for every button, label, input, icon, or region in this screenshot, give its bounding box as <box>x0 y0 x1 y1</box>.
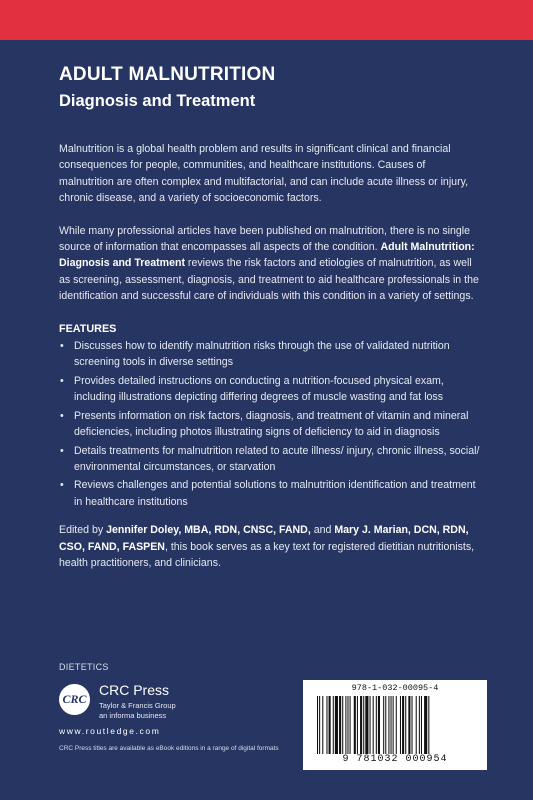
publisher-logo <box>59 682 279 732</box>
publisher-parent: an informa business <box>99 711 167 720</box>
editors-paragraph: Edited by Jennifer Doley, MBA, RDN, CNSC, FAND, and Mary J. Marian, DCN, RDN, CSO, FAND, FASPEN, this book serves as a key text for registered dietitian nutritionists, health practitioners, and clinicians. <box>59 524 475 569</box>
barcode-bar <box>350 696 351 754</box>
barcode-bar <box>428 696 429 754</box>
publisher-group: Taylor & Francis Group <box>99 701 176 710</box>
intro-paragraph: Malnutrition is a global health problem and results in significant clinical and financial consequences for people, communities, and healthcare institutions. Causes of malnutrition are often complex and multifactorial, and can include acute illness or injury, chronic disease, and a variety of socioeconomic factors. <box>59 143 469 205</box>
barcode-bar <box>419 696 420 754</box>
barcode-bar <box>319 696 320 754</box>
barcode-bar <box>345 696 346 754</box>
publisher-url: www.routledge.com <box>59 726 161 736</box>
book-title-inline: Adult Malnutrition: Diagnosis and Treatment <box>59 241 475 270</box>
feature-item: • Reviews challenges and potential solutions to malnutrition identification and treatment in healthcare institutions <box>60 479 476 508</box>
bullet-icon: • <box>60 340 64 353</box>
barcode-bar <box>357 696 358 754</box>
editor-name: Jennifer Doley, MBA, RDN, CNSC, FAND, <box>106 524 311 537</box>
barcode-bar <box>347 696 348 754</box>
barcode-bar <box>424 696 427 754</box>
barcode-bar <box>354 696 356 754</box>
bullet-icon: • <box>60 479 64 492</box>
barcode-bar <box>421 696 422 754</box>
isbn-top-text: 978-1-032-00095-4 <box>351 683 439 693</box>
crc-logo-icon: CRC <box>59 684 90 715</box>
feature-item: • Details treatments for malnutrition related to acute illness/ injury, chronic illness, social/ environmental circumstances, or starvation <box>60 444 480 473</box>
barcode-bar <box>391 696 392 754</box>
barcode-bar <box>370 696 371 754</box>
barcode-image <box>317 696 473 754</box>
editor-name: Mary J. Marian, DCN, RDN, CSO, FAND, FASPEN <box>59 524 469 553</box>
barcode-bar <box>402 696 404 754</box>
book-title: ADULT MALNUTRITION <box>59 64 276 85</box>
bullet-icon: • <box>60 409 64 422</box>
barcode-bar <box>363 696 364 754</box>
isbn-bottom-text: 9 781032 000954 <box>342 754 448 765</box>
barcode-bar <box>376 696 377 754</box>
isbn-barcode <box>303 680 487 770</box>
barcode-bar <box>412 696 413 754</box>
feature-item: • Presents information on risk factors, diagnosis, and treatment of vitamin and mineral deficiencies, including photos illustrating signs of deficiency to aid in diagnosis <box>60 409 469 439</box>
barcode-bar <box>326 696 327 754</box>
features-list <box>59 338 481 510</box>
bullet-icon: • <box>60 444 64 457</box>
category-label: DIETETICS <box>59 662 109 672</box>
publisher-name: CRC Press <box>99 682 170 698</box>
barcode-bar <box>383 696 384 754</box>
book-subtitle: Diagnosis and Treatment <box>59 92 256 110</box>
barcode-bar <box>378 696 380 754</box>
feature-item: • Discusses how to identify malnutrition risks through the use of validated nutrition screening tools in diverse settings <box>60 340 450 369</box>
barcode-bar <box>322 696 323 754</box>
barcode-bar <box>396 696 397 754</box>
bullet-icon: • <box>60 374 64 387</box>
barcode-bar <box>342 696 343 754</box>
back-cover-text <box>59 141 481 587</box>
features-heading: FEATURES <box>59 322 117 335</box>
top-accent-bar <box>0 0 533 40</box>
barcode-bar <box>408 696 410 754</box>
barcode-bar <box>393 696 394 754</box>
barcode-bar <box>339 696 341 754</box>
barcode-bar <box>329 696 331 754</box>
barcode-bar <box>416 696 417 754</box>
barcode-bar <box>400 696 401 754</box>
barcode-bar <box>365 696 368 754</box>
barcode-bar <box>373 696 374 754</box>
barcode-bar <box>335 696 338 754</box>
barcode-bar <box>385 696 386 754</box>
barcode-bar <box>405 696 406 754</box>
barcode-bar <box>317 696 318 754</box>
barcode-bar <box>388 696 389 754</box>
feature-item: • Provides detailed instructions on conducting a nutrition-focused physical exam, including illustrations depicting differing degrees of muscle wasting and fat loss <box>60 374 444 404</box>
ebook-note: CRC Press titles are available as eBook editions in a range of digital formats <box>59 745 279 752</box>
barcode-bar <box>360 696 362 754</box>
barcode-bar <box>333 696 334 754</box>
description-paragraph: While many professional articles have been published on malnutrition, there is no single source of information that encompasses all aspects of the condition. Adult Malnutrition: Diagnosis and Treatment reviews the risk factors and etiologies of malnutrition, as well as screening, assessment, diagnosis, and treatment to aid healthcare professionals in the identification and successful care of individuals with this condition in a variety of settings. <box>59 224 479 303</box>
